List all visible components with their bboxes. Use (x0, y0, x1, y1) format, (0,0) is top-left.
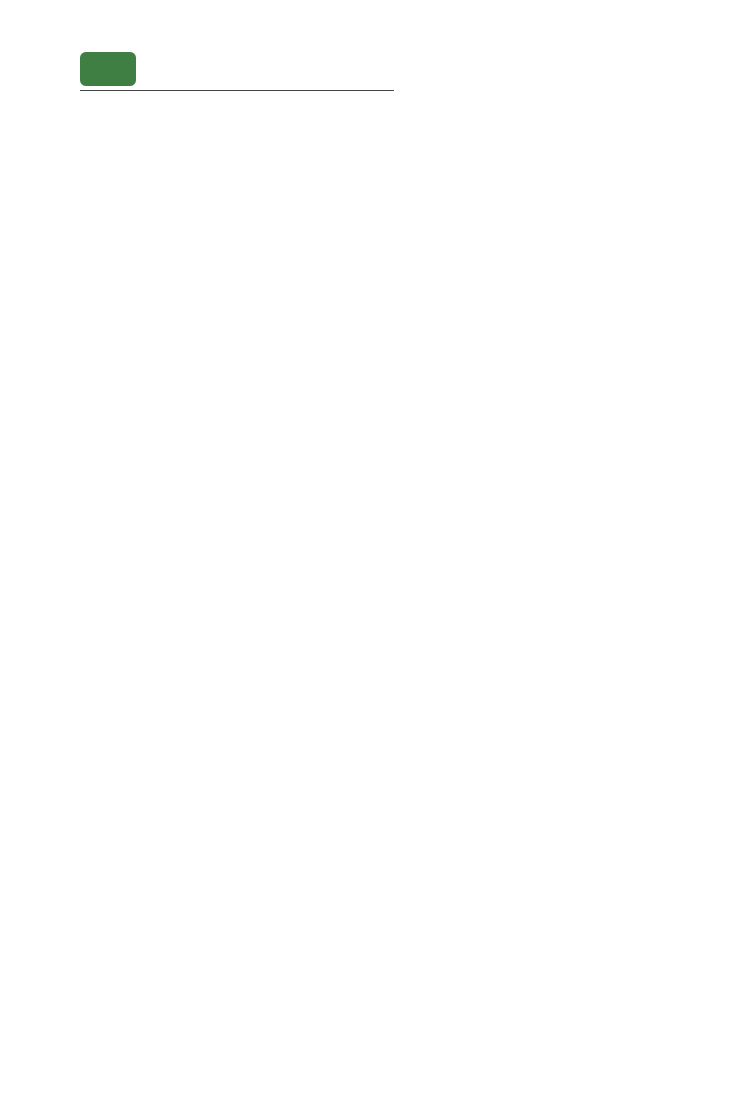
page-header (80, 52, 680, 90)
series-logo (80, 52, 136, 86)
watermark-logo (606, 1050, 726, 1106)
header-divider (80, 90, 394, 91)
